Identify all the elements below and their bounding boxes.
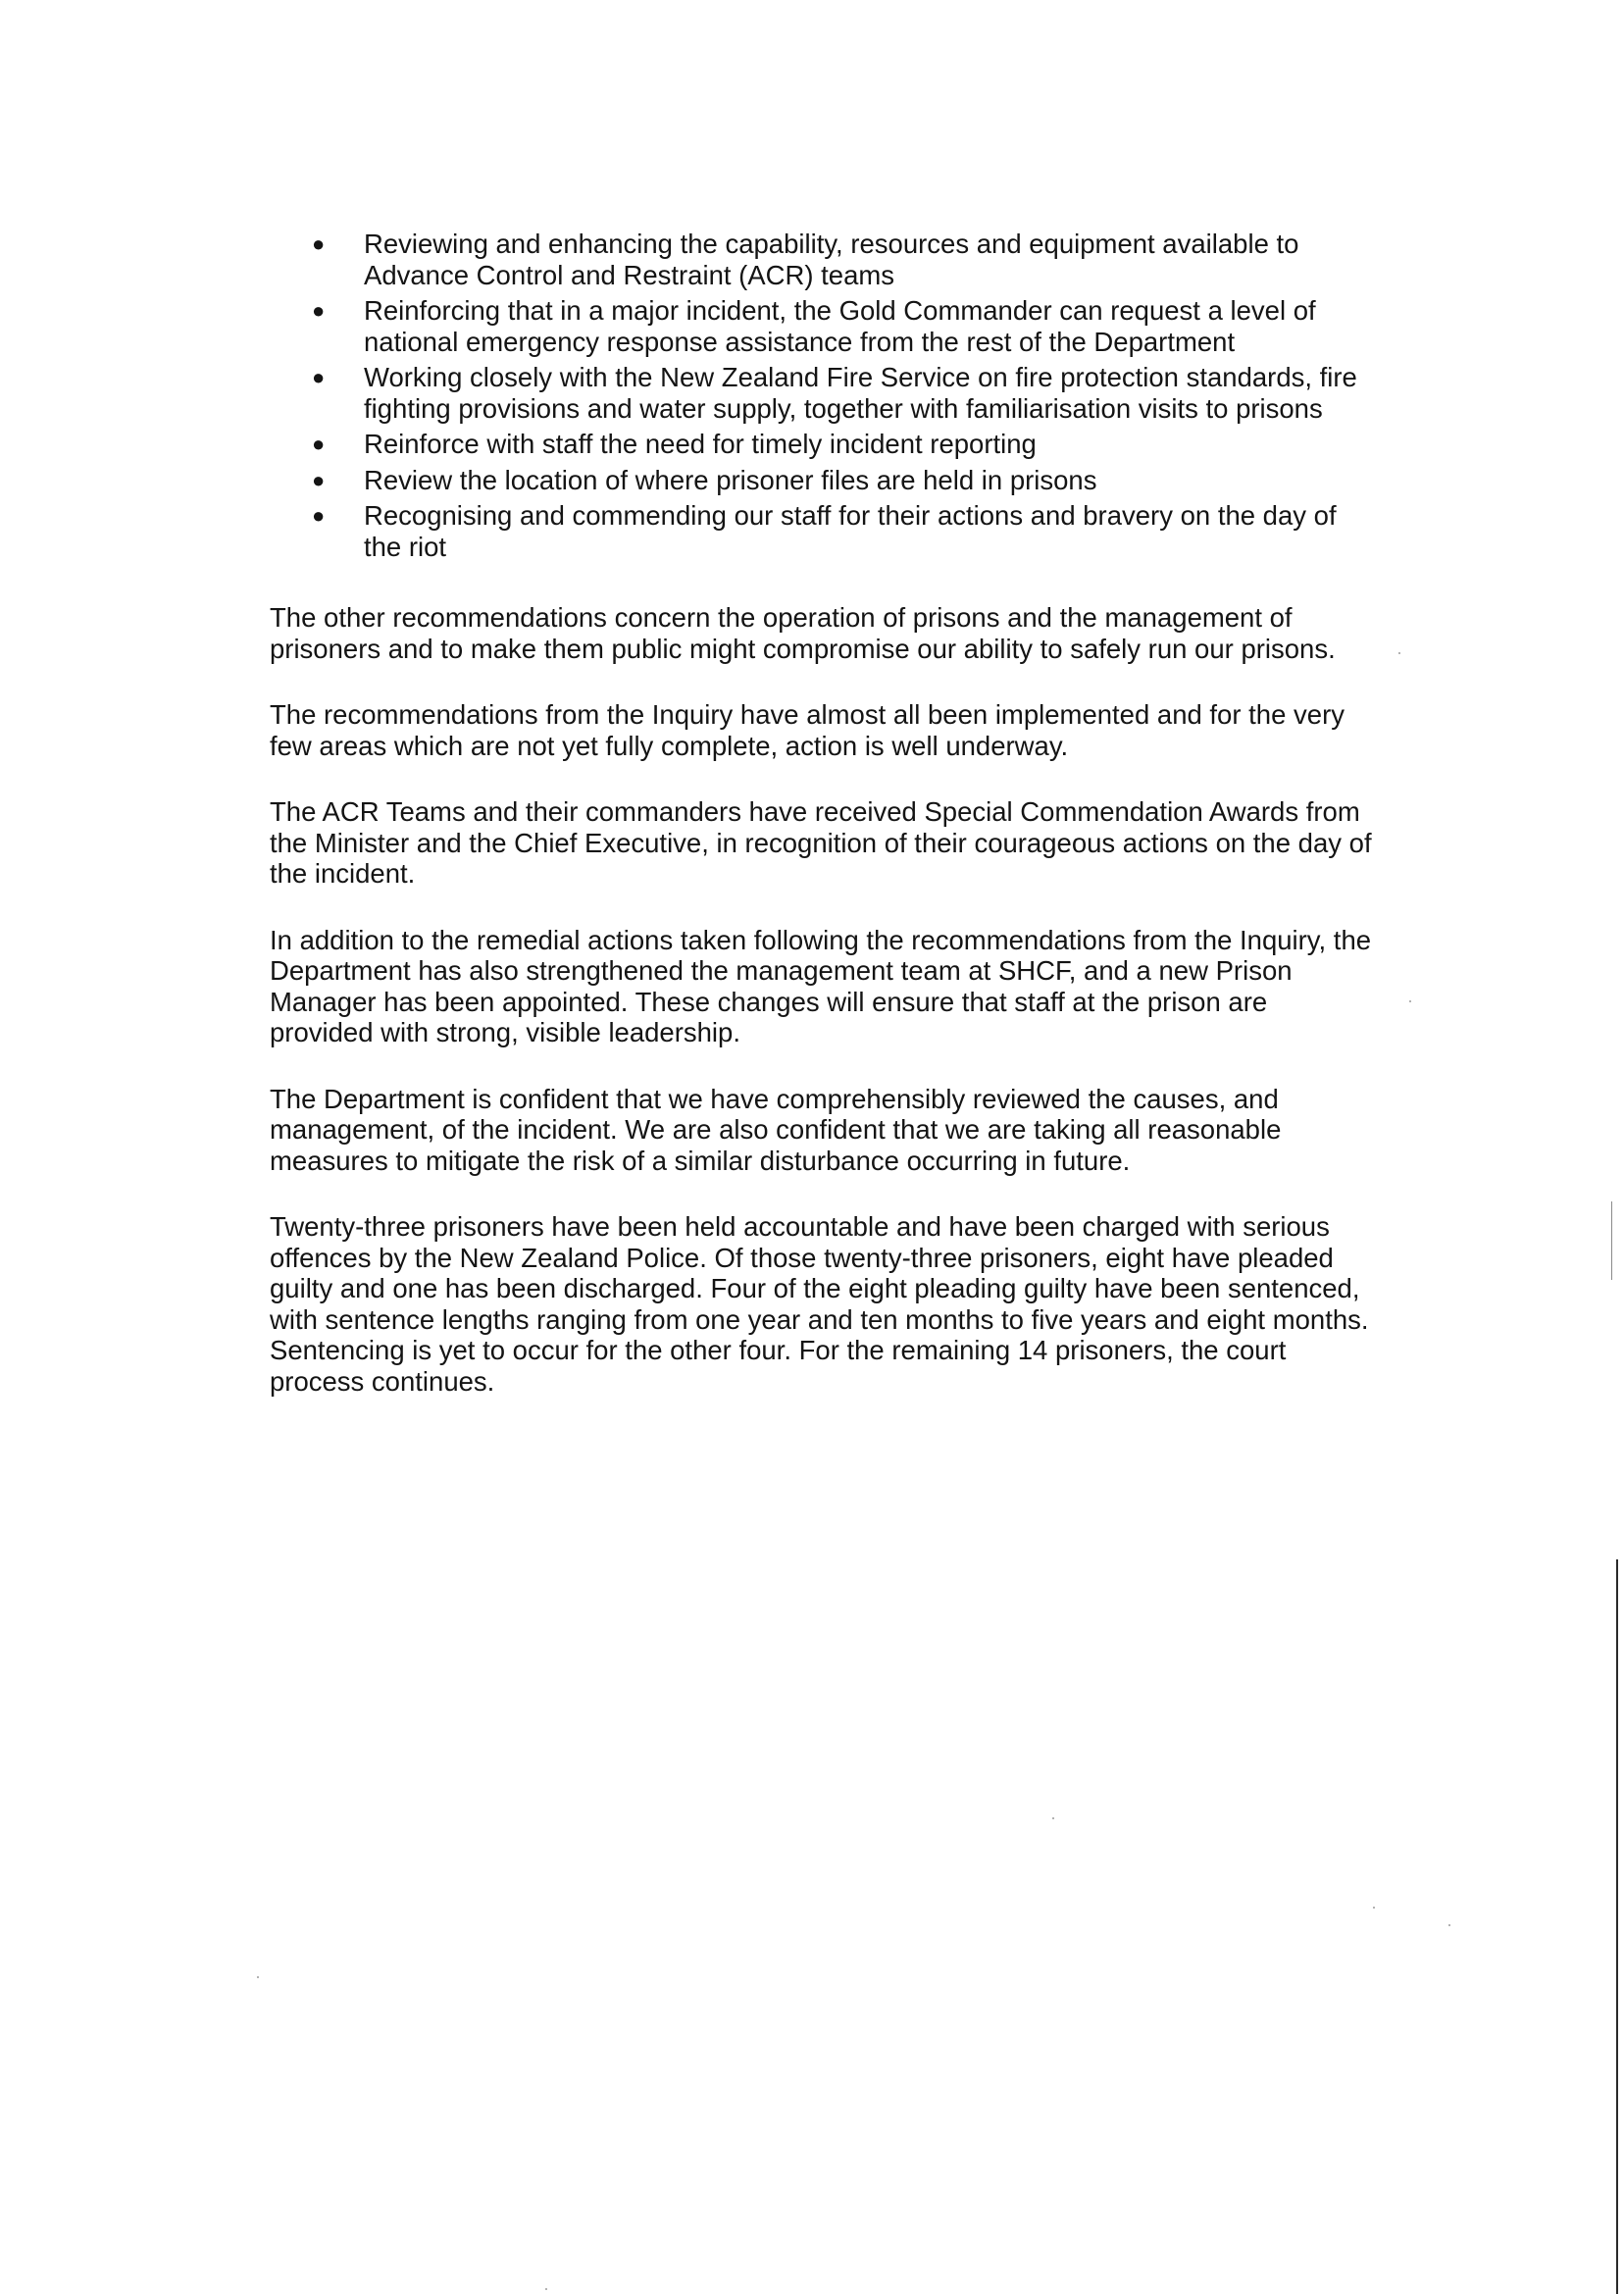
- paragraph-implementation-status: The recommendations from the Inquiry have almost all been implemented and for the very few areas which are not yet fully complete, action is well underway.: [270, 699, 1345, 761]
- spacer: [270, 761, 1378, 796]
- recommendation-list: [270, 229, 1378, 562]
- list-item: ● Working closely with the New Zealand Fire Service on fire protection standards, fire fighting provisions and water supply, together with familiarisation visits to prisons: [312, 362, 1357, 424]
- paragraph-department-confidence: The Department is confident that we have comprehensibly reviewed the causes, and management, of the incident. We are also confident that we are taking all reasonable measures to mitigate the risk of a similar disturbance occurring in future.: [270, 1083, 1282, 1176]
- spacer: [270, 890, 1378, 925]
- spacer: [270, 567, 1378, 602]
- spacer: [270, 1048, 1378, 1084]
- scan-edge-mark: [1611, 1201, 1612, 1280]
- scan-speck: [257, 1976, 259, 1978]
- bullet-icon: ●: [312, 365, 326, 389]
- scan-speck: [1409, 1000, 1411, 1002]
- bullet-icon: ●: [312, 298, 326, 323]
- paragraph-other-recommendations: The other recommendations concern the operation of prisons and the management of prisoners and to make them public might compromise our ability to safely run our prisons.: [270, 602, 1336, 664]
- scan-speck: [1052, 1817, 1054, 1819]
- bullet-icon: ●: [312, 467, 326, 492]
- paragraph-remedial-actions: In addition to the remedial actions taken following the recommendations from the Inquiry, the Department has also strengthened the management team at SHCF, and a new Prison Manager has been appointed. These changes will ensure that staff at the prison are provided with strong, visible leadership.: [270, 924, 1372, 1047]
- bullet-icon: ●: [312, 503, 326, 528]
- list-item: ● Recognising and commending our staff for their actions and bravery on the day of the riot: [312, 500, 1337, 562]
- bullet-icon: ●: [312, 231, 326, 256]
- list-item: ● Reinforcing that in a major incident, the Gold Commander can request a level of national emergency response assistance from the rest of the Department: [312, 295, 1316, 357]
- bullet-icon: ●: [312, 432, 326, 456]
- scan-speck: [1373, 1907, 1375, 1909]
- scan-speck: [545, 2288, 547, 2290]
- document-body: [270, 229, 1378, 1397]
- spacer: [270, 664, 1378, 699]
- scan-speck: [1398, 652, 1400, 654]
- spacer: [270, 1176, 1378, 1211]
- list-item: ● Review the location of where prisoner files are held in prisons: [312, 464, 1097, 495]
- paragraph-commendation-awards: The ACR Teams and their commanders have received Special Commendation Awards from the Minister and the Chief Executive, in recognition of their courageous actions on the day of the incident.: [270, 796, 1372, 889]
- list-item: ● Reviewing and enhancing the capability, resources and equipment available to Advance Control and Restraint (ACR) teams: [312, 229, 1299, 290]
- paragraph-prisoner-charges: Twenty-three prisoners have been held accountable and have been charged with serious offences by the New Zealand Police. Of those twenty-three prisoners, eight have pleaded guilty and one has been discharged. Four of the eight pleading guilty have been sentenced, with sentence lengths ranging from one year and ten months to five years and eight months. Sentencing is yet to occur for the other four. For the remaining 14 prisoners, the court process continues.: [270, 1211, 1369, 1397]
- scan-speck: [1448, 1924, 1450, 1926]
- scan-edge-line: [1616, 1559, 1618, 2294]
- list-item: ● Reinforce with staff the need for timely incident reporting: [312, 429, 1037, 459]
